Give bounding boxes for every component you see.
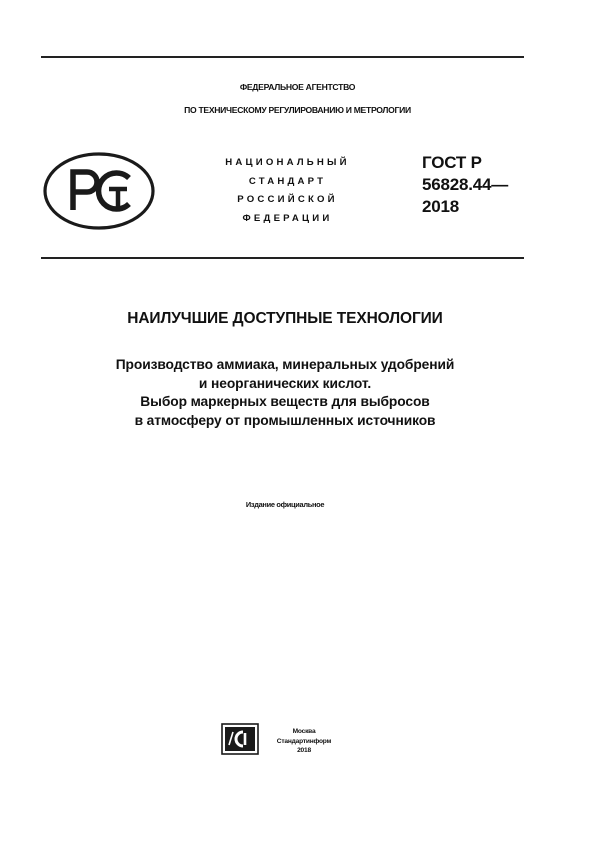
top-rule — [41, 56, 524, 58]
middle-rule — [41, 257, 524, 259]
standartinform-logo-icon — [221, 723, 259, 755]
document-subtitle — [0, 356, 570, 430]
national-standard-block — [200, 154, 375, 228]
agency-line-1: ФЕДЕРАЛЬНОЕ АГЕНТСТВО — [239, 82, 356, 92]
subtitle-line-4: в атмосферу от промышленных источников — [134, 412, 436, 428]
subtitle-line-2: и неорганических кислот. — [198, 375, 372, 391]
designation-line-3: 2018 — [422, 197, 460, 216]
designation-line-2: 56828.44— — [422, 175, 509, 194]
agency-line-2: ПО ТЕХНИЧЕСКОМУ РЕГУЛИРОВАНИЮ И МЕТРОЛОГИИ — [184, 105, 411, 115]
national-standard-line-4: ФЕДЕРАЦИИ — [242, 212, 333, 224]
publisher-name: Стандартинформ — [276, 737, 332, 745]
national-standard-line-1: НАЦИОНАЛЬНЫЙ — [225, 157, 350, 168]
subtitle-line-3: Выбор маркерных веществ для выбросов — [140, 394, 430, 410]
national-standard-line-2: СТАНДАРТ — [248, 175, 327, 187]
publisher-city: Москва — [292, 728, 316, 735]
edition-note: Издание официальное — [245, 500, 325, 509]
designation-line-1: ГОСТ Р — [422, 153, 482, 172]
standard-designation — [422, 152, 508, 218]
document-title: НАИЛУЧШИЕ ДОСТУПНЫЕ ТЕХНОЛОГИИ — [127, 310, 443, 327]
publisher-year: 2018 — [297, 747, 311, 755]
subtitle-line-1: Производство аммиака, минеральных удобрений — [115, 357, 455, 372]
rst-certification-mark-icon — [43, 152, 155, 230]
publisher-info — [262, 727, 346, 756]
national-standard-line-3: РОССИЙСКОЙ — [237, 194, 338, 205]
